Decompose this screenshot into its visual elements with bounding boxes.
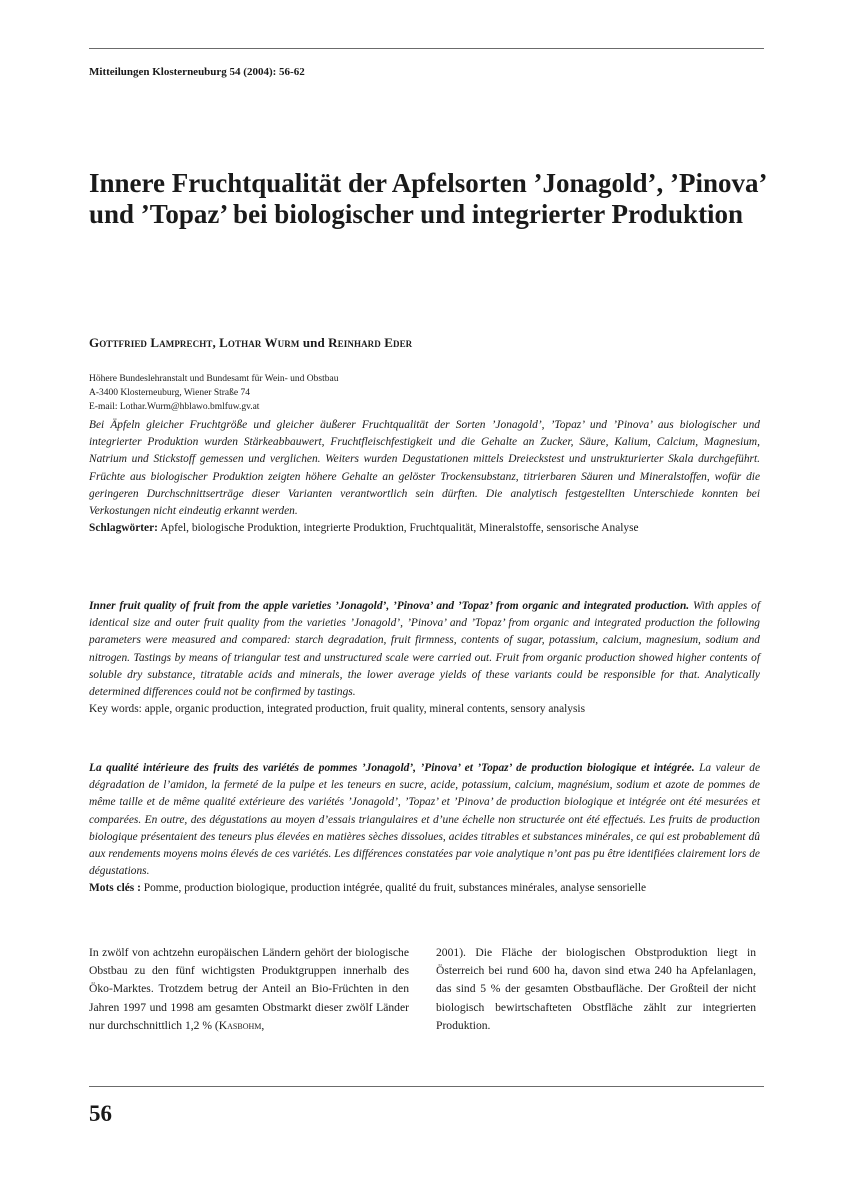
keywords-french-label: Mots clés : — [89, 882, 141, 895]
author-name: Lothar Wurm — [219, 335, 300, 350]
keywords-german-label: Schlagwörter: — [89, 522, 158, 535]
affiliation-institution: Höhere Bundeslehranstalt und Bundesamt für Wein- und Obstbau — [89, 374, 339, 384]
keywords-english: apple, organic production, integrated production, fruit quality, mineral contents, sensory analysis — [144, 703, 586, 716]
citation-author: Kasbohm, — [218, 1018, 265, 1032]
author-list — [89, 335, 412, 351]
abstract-german-text: Bei Äpfeln gleicher Fruchtgröße und gleicher äußerer Fruchtqualität der Sorten ’Jonagold’, ’Topaz’ und ’Pinova’ aus biologischer und integrierter Produktion wurden Stärkeabbauwert, Fruchtfleischfestigkeit und die Gehalte an Zucker, Säure, Kalium, Calcium, Magnesium, Natrium und Stickstoff gemessen und verglichen. Weiters wurden Degustationen mittels Dreieckstest und unstrukturierter Skala durchgeführt. Früchte aus biologischer Produktion zeigten höhere Gehalte an gelöster Trockensubstanz, titrierbaren Säuren und Mineralstoffen, wofür die geringeren Durchschnittserträge dieser Varianten verantwortlich sein dürften. Die analytisch festgestellten Unterschiede konnten bei Verkostungen nicht eindeutig erkannt werden. — [89, 419, 760, 518]
affiliation-block — [89, 372, 338, 414]
body-left-text: In zwölf von achtzehn europäischen Ländern gehört der biologische Obstbau zu den fünf wichtigsten Produktgruppen innerhalb des Öko-Marktes. Trotzdem betrug der Anteil an Bio-Früchten in den Jahren 1997 und 1998 am gesamten Obstmarkt dieser zwölf Länder nur durchschnittlich 1,2 % ( — [89, 946, 409, 1032]
keywords-french: Pomme, production biologique, production intégrée, qualité du fruit, substances minérales, analyse sensorielle — [143, 882, 647, 895]
journal-citation: Mitteilungen Klosterneuburg 54 (2004): 56-62 — [89, 66, 305, 78]
author-name: Reinhard Eder — [328, 335, 413, 350]
footer-rule — [89, 1086, 764, 1087]
article-title: Innere Fruchtqualität der Apfelsorten ’Jonagold’, ’Pinova’ und ’Topaz’ bei biologischer und integrierter Produktion — [89, 168, 766, 229]
abstract-french-title: La qualité intérieure des fruits des variétés de pommes ’Jonagold’, ’Pinova’ et ’Topaz’ de production biologique et intégrée. — [89, 762, 695, 774]
abstract-german — [89, 417, 760, 537]
page-number: 56 — [89, 1101, 112, 1126]
body-column-right — [436, 944, 756, 1035]
author-conjunction: und — [302, 335, 325, 350]
affiliation-address: A-3400 Klosterneuburg, Wiener Straße 74 — [89, 388, 250, 398]
abstract-english-text: With apples of identical size and outer fruit quality from the varieties ’Jonagold’, ’Pinova’ and ’Topaz’ from organic and integrated production the following parameters were measured and compared: starch degradation, fruit firmness, contents of sugar, potassium, calcium, magnesium, sodium and nitrogen. Tastings by means of triangular test and unstructured scale were carried out. Fruit from organic production showed higher contents of soluble dry substance, titratable acids and minerals, the lower average yields of these variants could be responsible for that. Analytically determined differences could not be confirmed by tastings. — [89, 600, 760, 699]
abstract-french — [89, 760, 760, 898]
keywords-german: Apfel, biologische Produktion, integrierte Produktion, Fruchtqualität, Mineralstoffe, sensorische Analyse — [160, 522, 639, 535]
header-rule — [89, 48, 764, 49]
keywords-english-label: Key words: — [89, 703, 142, 716]
body-column-left — [89, 944, 409, 1035]
abstract-french-text: La valeur de dégradation de l’amidon, la fermeté de la pulpe et les teneurs en sucre, acide, potassium, calcium, magnésium, sodium et azote de pommes de même taille et de même qualité extérieure des variétés ’Jonagold’, ’Topaz’ et ’Pinova’ de production biologique et intégrée ont été mesurées et comparées. En outre, des dégustations au moyen d’essais triangulaires et d’une échelle non structurée ont été effectués. Les fruits de production biologique présentaient des teneurs plus élevées en matières sèches dissolues, acides titrables et substances minérales, ce qui est probablement dû aux rendements moyens moins élevés de ces variétés. Les différences constatées par voie analytique n’ont pas pu être identifiées clairement lors de dégustations. — [89, 762, 761, 878]
affiliation-email[interactable]: E-mail: Lothar.Wurm@hblawo.bmlfuw.gv.at — [89, 402, 260, 412]
abstract-english-title: Inner fruit quality of fruit from the apple varieties ’Jonagold’, ’Pinova’ and ’Topaz’ from organic and integrated production. — [89, 600, 690, 612]
abstract-english — [89, 598, 760, 718]
body-right-text: 2001). Die Fläche der biologischen Obstproduktion liegt in Österreich bei rund 600 ha, davon sind etwa 240 ha Apfelanlagen, das sind 5 % der gesamten Obstbaufläche. Der Großteil der nicht biologisch bewirtschafteten Obstfläche zählt zur integrierten Produktion. — [436, 946, 756, 1032]
author-name: Gottfried Lamprecht, — [89, 335, 216, 350]
